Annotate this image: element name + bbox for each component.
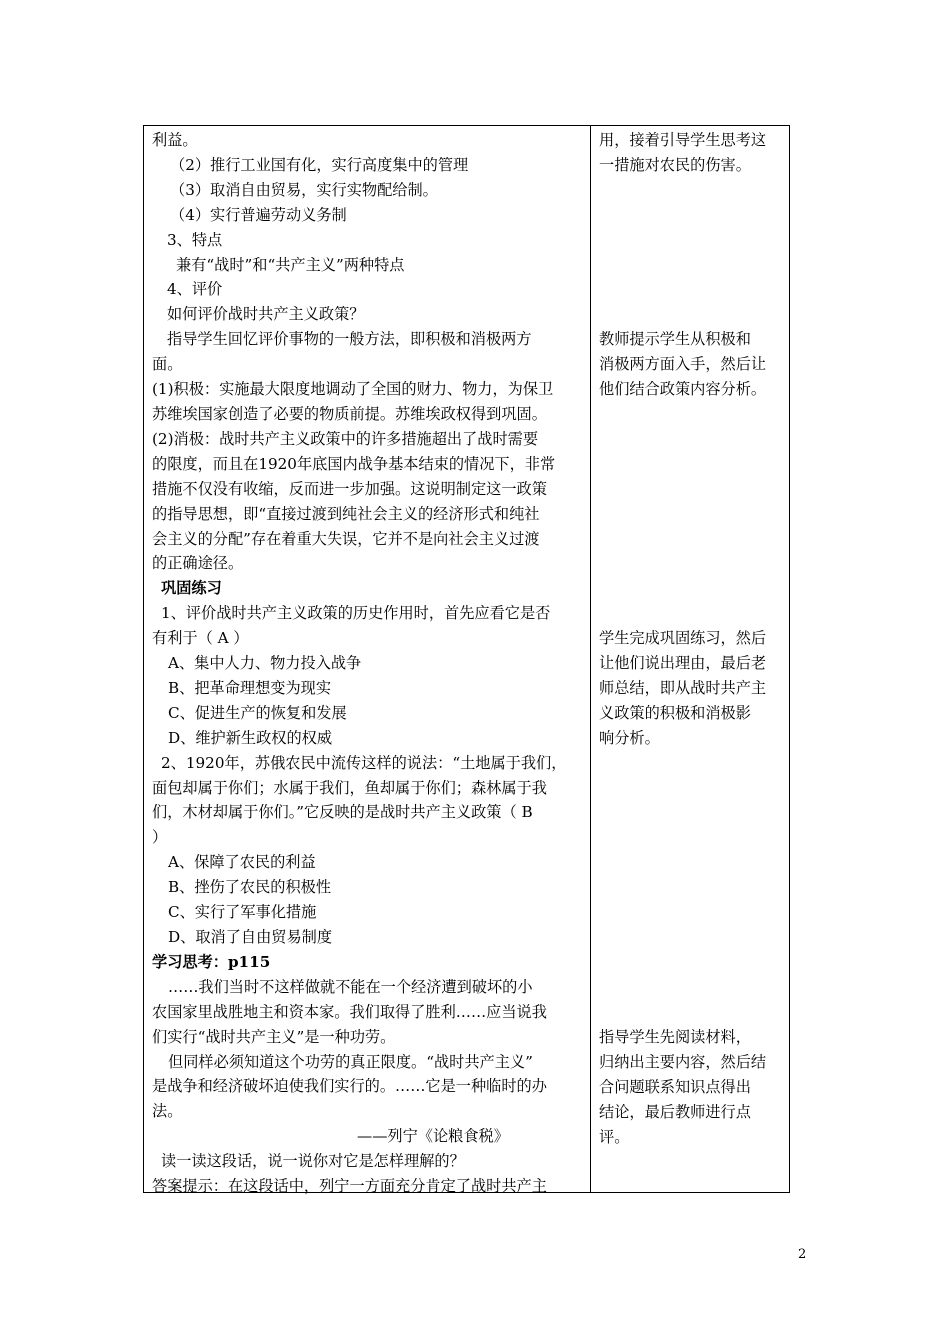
text-line: A、集中人力、物力投入战争 xyxy=(168,654,362,673)
text-line: ……我们当时不这样做就不能在一个经济遭到破坏的小 xyxy=(168,977,533,996)
note-line: 让他们说出理由，最后老 xyxy=(599,653,767,672)
text-line: 兼有“战时”和“共产主义”两种特点 xyxy=(176,255,405,274)
note-line: 结论，最后教师进行点 xyxy=(599,1102,751,1121)
text-line: 但同样必须知道这个功劳的真正限度。“战时共产主义” xyxy=(168,1052,533,1071)
text-line: 面。 xyxy=(152,355,183,374)
column-divider xyxy=(590,126,591,1192)
text-line: 2、1920年，苏俄农民中流传这样的说法：“土地属于我们， xyxy=(161,753,567,772)
teaching-note xyxy=(599,1025,766,1150)
teaching-notes-column xyxy=(599,128,786,1188)
text-line: （2）推行工业国有化，实行高度集中的管理 xyxy=(170,155,469,174)
text-line: (1)积极：实施最大限度地调动了全国的财力、物力，为保卫 xyxy=(152,380,554,399)
teaching-note xyxy=(599,327,766,402)
text-line: 苏维埃国家创造了必要的物质前提。苏维埃政权得到巩固。 xyxy=(152,404,547,423)
text-line: C、促进生产的恢复和发展 xyxy=(168,703,347,722)
text-line: 1、评价战时共产主义政策的历史作用时，首先应看它是否 xyxy=(161,604,551,623)
text-line: 如何评价战时共产主义政策？ xyxy=(167,305,365,324)
note-line: 师总结，即从战时共产主 xyxy=(599,678,767,697)
text-line: 的指导思想，即“直接过渡到纯社会主义的经济形式和纯社 xyxy=(152,504,540,523)
text-line: 农国家里战胜地主和资本家。我们取得了胜利……应当说我 xyxy=(152,1002,547,1021)
text-line: 们，木材却属于你们。”它反映的是战时共产主义政策（ B xyxy=(152,803,533,822)
text-line: 4、评价 xyxy=(167,280,223,299)
teaching-note xyxy=(599,626,766,751)
note-line: 用，接着引导学生思考这 xyxy=(599,131,767,149)
page-number: 2 xyxy=(798,1247,807,1262)
text-line: 面包却属于你们；水属于我们，鱼却属于你们；森林属于我 xyxy=(152,778,547,797)
text-line: D、取消了自由贸易制度 xyxy=(168,928,333,946)
note-line: 消极两方面入手，然后让 xyxy=(599,354,767,373)
note-line: 归纳出主要内容，然后结 xyxy=(599,1052,767,1071)
text-line: 答案提示：在这段话中，列宁一方面充分肯定了战时共产主 xyxy=(152,1177,547,1196)
text-line: A、保障了农民的利益 xyxy=(168,853,316,872)
text-line: 法。 xyxy=(152,1102,183,1121)
note-line: 评。 xyxy=(599,1127,630,1146)
text-line: 的限度，而且在1920年底国内战争基本结束的情况下，非常 xyxy=(152,454,556,473)
text-line: 会主义的分配”存在着重大失误，它并不是向社会主义过渡 xyxy=(152,529,540,548)
text-line: 是战争和经济破坏迫使我们实行的。……它是一种临时的办 xyxy=(152,1077,547,1096)
note-line: 教师提示学生从积极和 xyxy=(599,330,751,348)
text-line: 利益。 xyxy=(152,131,198,149)
text-line: B、挫伤了农民的积极性 xyxy=(168,878,332,897)
text-line: B、把革命理想变为现实 xyxy=(168,678,332,697)
lesson-table xyxy=(143,125,790,1196)
text-line: 3、特点 xyxy=(167,230,223,249)
text-line: 措施不仅没有收缩，反而进一步加强。这说明制定这一政策 xyxy=(152,479,547,498)
note-line: 一措施对农民的伤害。 xyxy=(599,155,751,174)
teaching-note xyxy=(599,128,766,178)
text-line: （3）取消自由贸易，实行实物配给制。 xyxy=(170,180,438,199)
text-line: 读一读这段话，说一说你对它是怎样理解的？ xyxy=(161,1152,465,1171)
content-column xyxy=(152,128,584,1199)
text-line: 有利于（ A ） xyxy=(152,629,249,648)
note-line: 指导学生先阅读材料， xyxy=(599,1028,751,1046)
note-line: 合问题联系知识点得出 xyxy=(599,1077,751,1096)
note-line: 学生完成巩固练习，然后 xyxy=(599,629,767,647)
text-line: D、维护新生政权的权威 xyxy=(168,728,333,747)
text-line: 们实行“战时共产主义”是一种功劳。 xyxy=(152,1027,396,1046)
note-line: 他们结合政策内容分析。 xyxy=(599,379,767,398)
note-line: 义政策的积极和消极影 xyxy=(599,703,751,722)
section-heading: 巩固练习 xyxy=(161,579,222,598)
text-line: ） xyxy=(152,828,168,847)
section-heading: 学习思考：p115 xyxy=(152,952,271,971)
note-line: 响分析。 xyxy=(599,728,660,747)
text-line: C、实行了军事化措施 xyxy=(168,903,317,922)
text-line: 指导学生回忆评价事物的一般方法，即积极和消极两方 xyxy=(167,330,532,349)
text-line: (2)消极：战时共产主义政策中的许多措施超出了战时需要 xyxy=(152,429,539,448)
text-line: ——列宁《论粮食税》 xyxy=(357,1127,509,1146)
text-line: 的正确途径。 xyxy=(152,554,244,573)
text-line: （4）实行普遍劳动义务制 xyxy=(170,205,347,224)
